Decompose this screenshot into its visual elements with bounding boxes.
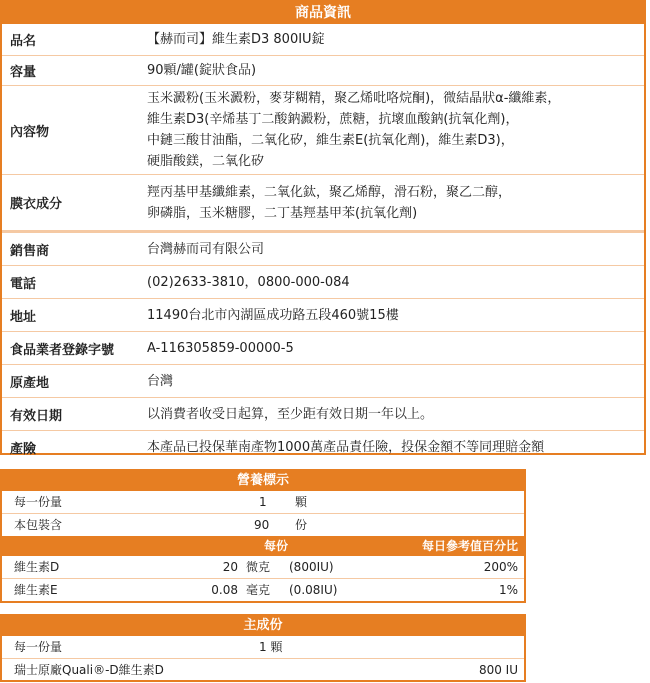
label-product-name: 品名 bbox=[10, 34, 37, 49]
col-per-serving: 每份 bbox=[264, 539, 289, 553]
main-serving-value: 1 顆 bbox=[259, 640, 283, 654]
serving-label: 每一份量 bbox=[14, 495, 63, 509]
nutrient-amount: 0.08 bbox=[211, 583, 238, 597]
label-insurance: 產險 bbox=[10, 441, 37, 457]
label-address: 地址 bbox=[10, 309, 37, 325]
contents-line: 中鏈三酸甘油酯，二氧化矽，維生素E(抗氧化劑)，維生素D3)， bbox=[147, 133, 514, 148]
nutrient-daily-percent: 200% bbox=[483, 560, 518, 574]
label-capacity: 容量 bbox=[10, 65, 37, 80]
value-contents bbox=[147, 88, 644, 172]
nutrient-amount: 20 bbox=[222, 560, 238, 574]
main-ingredient-amount: 800 IU bbox=[478, 663, 518, 677]
product-info-title: 商品資訊 bbox=[2, 2, 644, 24]
serving-value: 1 bbox=[259, 495, 267, 509]
nutrient-name: 維生素D bbox=[14, 560, 60, 574]
row-coating bbox=[2, 175, 644, 233]
value-registration: A-116305859-00000-5 bbox=[147, 340, 294, 356]
value-product-name: 【赫而司】維生素D3 800IU錠 bbox=[147, 32, 325, 47]
nutrient-unit: 毫克 bbox=[246, 583, 271, 597]
coating-line: 羥丙基甲基纖維素，二氧化鈦，聚乙烯醇，滑石粉，聚乙二醇， bbox=[147, 184, 512, 200]
serving-unit: 顆 bbox=[295, 495, 308, 509]
contents-line: 玉米澱粉(玉米澱粉，麥芽糊精，聚乙烯吡咯烷酮)，微結晶狀α-纖維素， bbox=[147, 91, 561, 106]
value-expiry: 以消費者收受日起算，至少距有效日期一年以上。 bbox=[147, 406, 434, 422]
package-label: 本包裝含 bbox=[14, 518, 63, 532]
main-serving-label: 每一份量 bbox=[14, 640, 63, 654]
value-address: 11490台北市內湖區成功路五段460號15樓 bbox=[147, 307, 399, 323]
col-daily-value: 每日參考值百分比 bbox=[421, 539, 518, 553]
package-value: 90 bbox=[254, 518, 270, 532]
nutrient-row-vitamin-e bbox=[2, 579, 524, 601]
value-phone: (02)2633-3810，0800-000-084 bbox=[147, 274, 350, 290]
label-seller: 銷售商 bbox=[10, 243, 50, 259]
value-capacity: 90顆/罐(錠狀食品) bbox=[147, 63, 257, 78]
row-expiry bbox=[2, 398, 644, 431]
nutrition-column-header bbox=[2, 536, 524, 556]
label-contents: 內容物 bbox=[10, 124, 50, 140]
nutrient-unit: 微克 bbox=[246, 560, 271, 574]
value-insurance: 本產品已投保華南產物1000萬產品責任險，投保金額不等同理賠金額 bbox=[147, 439, 545, 455]
contents-line: 維生素D3(辛烯基丁二酸鈉澱粉，蔗糖，抗壞血酸鈉(抗氧化劑)， bbox=[147, 112, 519, 127]
row-contents bbox=[2, 86, 644, 175]
label-expiry: 有效日期 bbox=[10, 408, 63, 424]
label-phone: 電話 bbox=[10, 276, 37, 292]
row-address bbox=[2, 299, 644, 332]
row-insurance bbox=[2, 431, 644, 463]
row-product-name bbox=[2, 24, 644, 56]
value-origin: 台灣 bbox=[147, 373, 174, 389]
nutrition-title: 營養標示 bbox=[2, 471, 524, 491]
main-ingredient-name: 瑞士原廠Quali®-D維生素D bbox=[14, 663, 164, 677]
nutrition-table bbox=[0, 469, 526, 603]
row-registration bbox=[2, 332, 644, 365]
main-serving-row bbox=[2, 636, 524, 659]
row-seller bbox=[2, 233, 644, 266]
row-origin bbox=[2, 365, 644, 398]
row-phone bbox=[2, 266, 644, 299]
main-ingredient-row bbox=[2, 659, 524, 681]
main-ingredient-title: 主成份 bbox=[2, 616, 524, 636]
package-unit: 份 bbox=[295, 518, 308, 532]
value-coating bbox=[147, 182, 644, 224]
nutrient-row-vitamin-d bbox=[2, 556, 524, 579]
nutrient-daily-percent: 1% bbox=[498, 583, 518, 597]
coating-line: 卵磷脂，玉米糖膠，二丁基羥基甲苯(抗氧化劑) bbox=[147, 205, 418, 221]
label-registration: 食品業者登錄字號 bbox=[10, 342, 115, 358]
nutrient-alt-amount: (0.08IU) bbox=[289, 583, 338, 597]
contents-line: 硬脂酸鎂，二氧化矽 bbox=[147, 154, 265, 169]
value-seller: 台灣赫而司有限公司 bbox=[147, 241, 265, 257]
row-capacity bbox=[2, 56, 644, 86]
label-coating: 膜衣成分 bbox=[10, 197, 63, 212]
nutrition-package-row bbox=[2, 514, 524, 536]
label-origin: 原產地 bbox=[10, 375, 50, 391]
main-ingredient-table bbox=[0, 614, 526, 682]
nutrient-alt-amount: (800IU) bbox=[289, 560, 334, 574]
nutrition-serving-row bbox=[2, 491, 524, 514]
nutrient-name: 維生素E bbox=[14, 583, 58, 597]
